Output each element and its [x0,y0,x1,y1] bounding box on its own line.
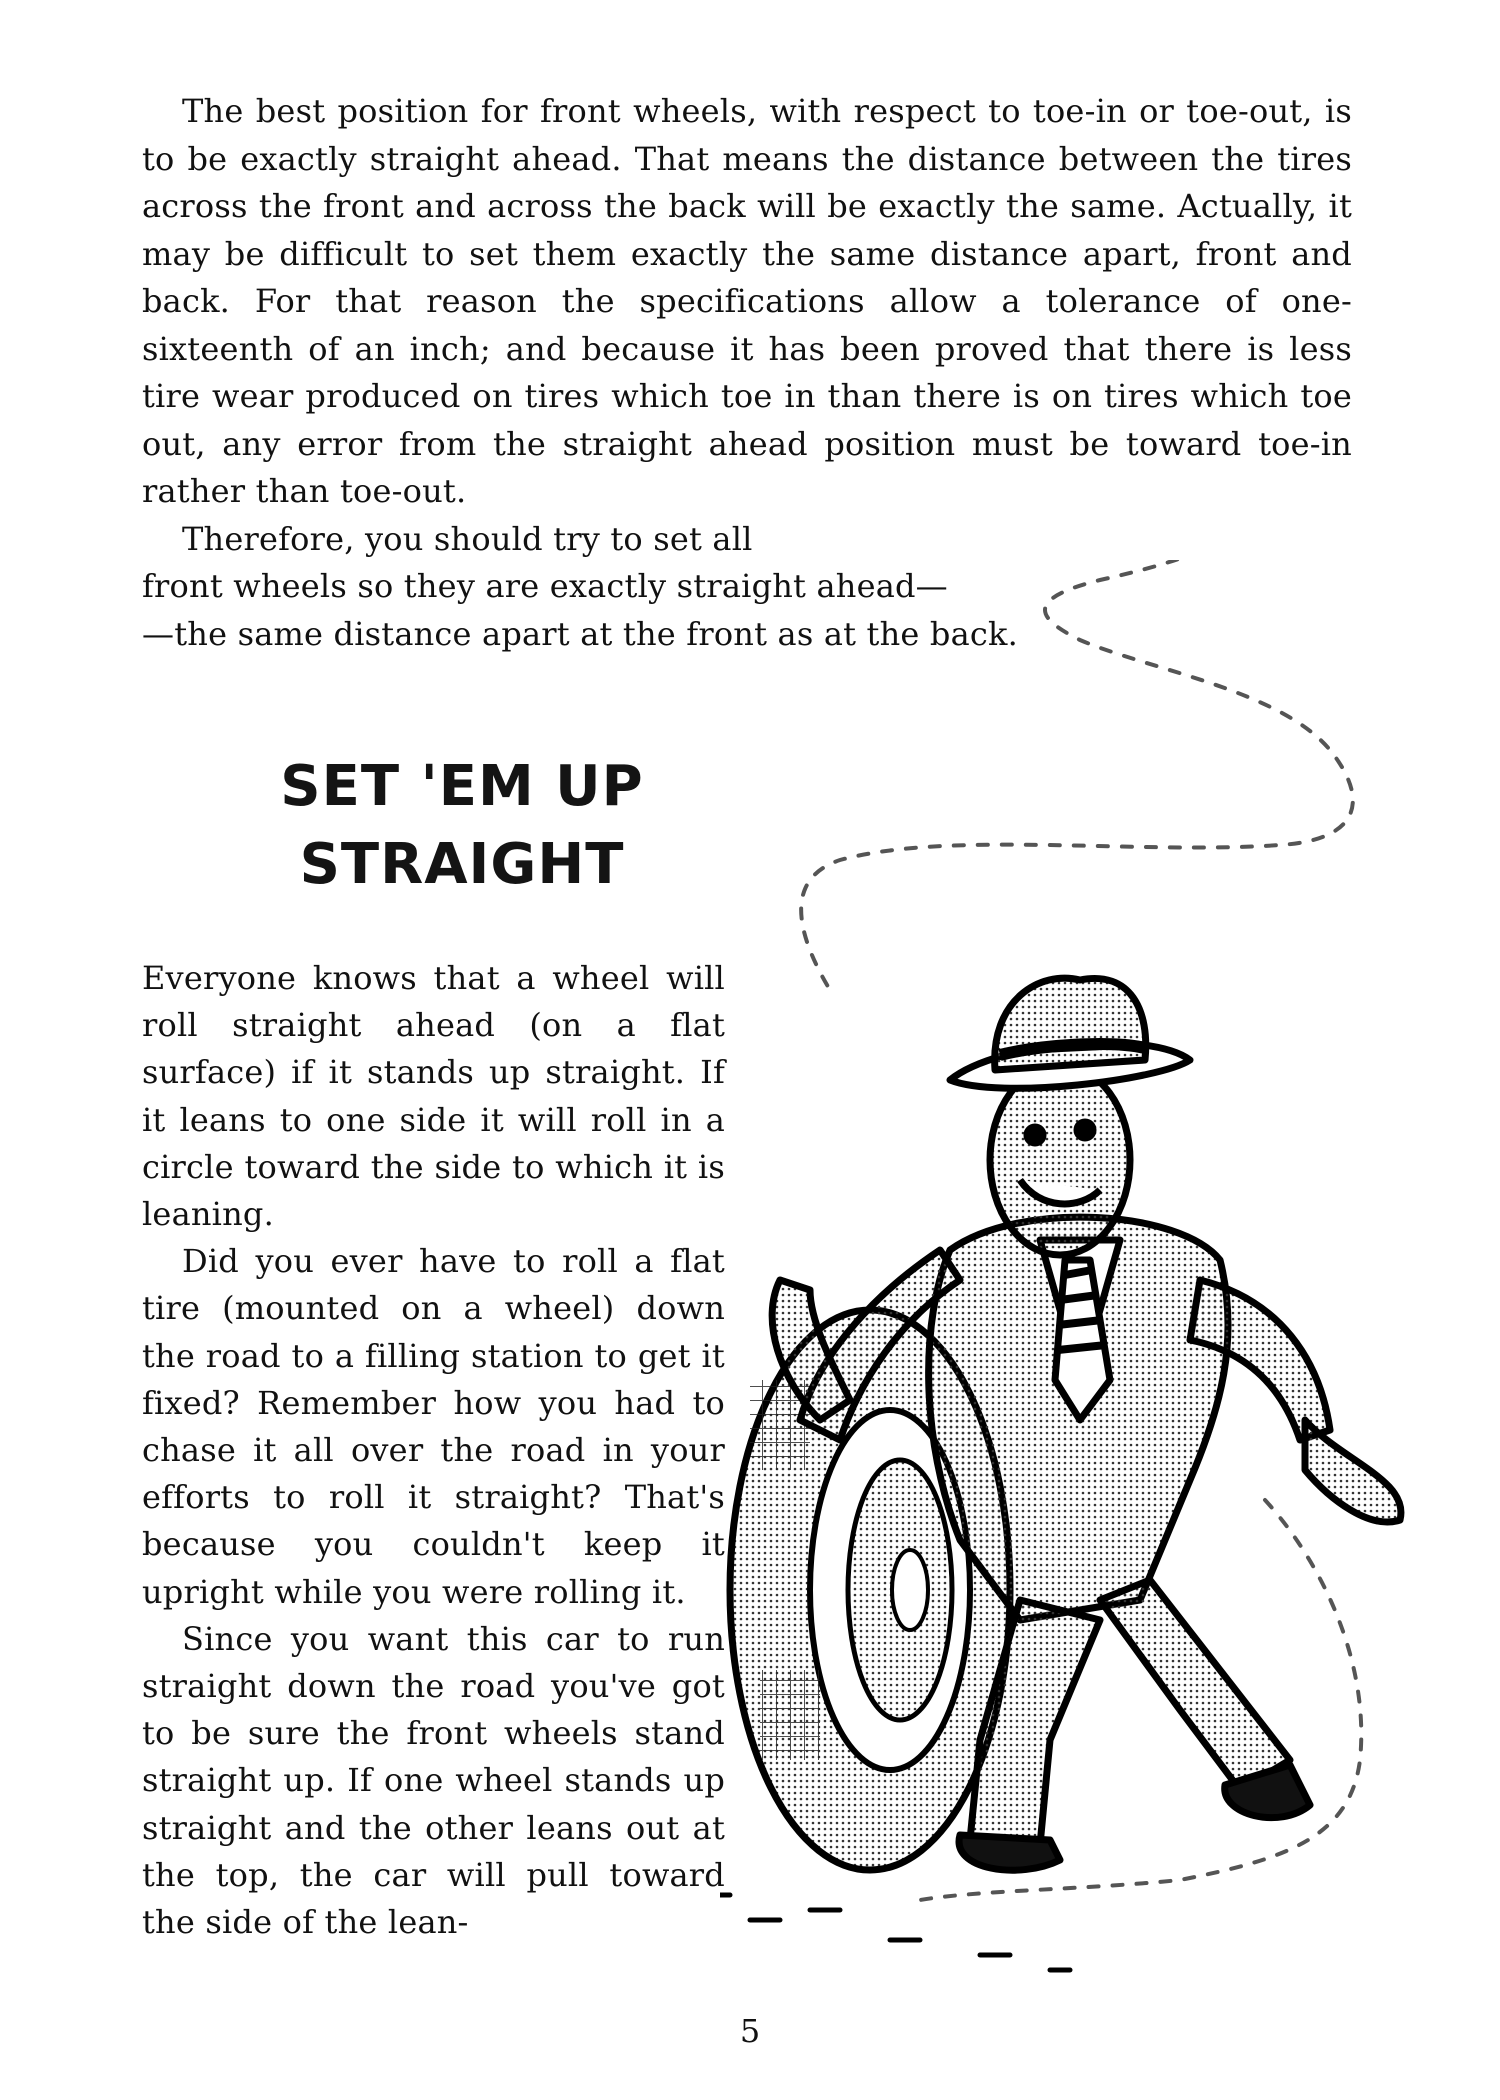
paragraph-wheel-rolls: Everyone knows that a wheel will roll straight ahead (on a flat surface) if it stands up straight. If it leans to one side it will roll in a circle toward the side to which it is leaning. [142,959,725,1234]
paragraph-therefore-line3: —the same distance apart at the front as at the back. [142,614,1018,653]
ground-dashes [720,1895,1070,1970]
paragraph-flat-tire: Did you ever have to roll a flat tire (mounted on a wheel) down the road to a filling station to get it fixed? Remember how you had to chase it all over the road in your efforts to roll it straight? That's because you couldn't keep it upright while you were rolling it. [142,1242,725,1611]
page-number: 5 [739,2012,761,2050]
paragraph-toe-in: The best position for front wheels, with respect to toe-in or toe-out, is to be exactly straight ahead. That means the distance between the tires across the front and across the back will be exactly the same. Actually, it may be difficult to set them exactly the same distance apart, front and back. For that reason the specifications allow a tolerance of one-sixteenth of an inch; and because it has been proved that there is less tire wear produced on tires which toe in than there is on tires which toe out, any error from the straight ahead position must be toward toe-in rather than toe-out. [142,92,1352,510]
heading-line-1: SET 'EM UP [280,754,644,819]
paragraph-therefore-line2: front wheels so they are exactly straight ahead— [142,567,948,605]
man-chasing-tire-illustration [720,560,1410,1980]
section-heading [232,748,692,904]
paragraph-stand-straight: Since you want this car to run straight down the road you've got to be sure the front wheels stand straight up. If one wheel stands up straight and the other leans out at the top, the car will pull toward the side of the lean- [142,1619,725,1942]
paragraph-therefore-line1: Therefore, you should try to set all [182,519,753,558]
heading-line-2: STRAIGHT [299,832,625,897]
column-text [142,955,725,1946]
